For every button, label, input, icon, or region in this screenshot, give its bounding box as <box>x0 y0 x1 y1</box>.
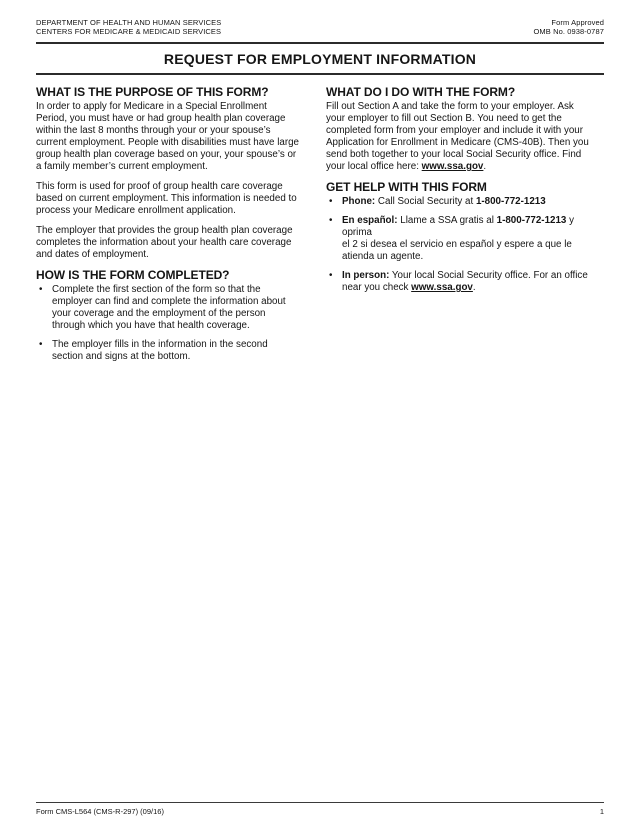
espanol-phone-number: 1-800-772-1213 <box>496 215 567 226</box>
in-person-text-after: . <box>472 282 476 293</box>
section-heading-purpose: WHAT IS THE PURPOSE OF THIS FORM? <box>36 85 269 99</box>
form-approved-text: Form Approved <box>551 18 604 27</box>
two-column-body <box>36 86 604 370</box>
omb-number: OMB No. 0938-0787 <box>533 27 604 36</box>
ssa-gov-link[interactable]: www.ssa.gov <box>411 282 473 293</box>
agency-block <box>36 18 221 36</box>
espanol-text-after: y oprima el 2 si desea el servicio en español y espere a que le atienda un agente. <box>342 215 574 262</box>
agency-line-1: DEPARTMENT OF HEALTH AND HUMAN SERVICES <box>36 18 222 27</box>
bullet-marker: • <box>39 284 43 295</box>
page-footer <box>36 802 604 817</box>
footer-divider <box>36 802 604 804</box>
left-column <box>36 86 314 370</box>
title-divider <box>36 73 604 75</box>
in-person-label: In person: <box>342 270 390 281</box>
form-title: REQUEST FOR EMPLOYMENT INFORMATION <box>163 51 477 67</box>
bullet-text-in-person <box>342 270 604 294</box>
bullet-marker: • <box>329 196 333 207</box>
bullet-item <box>36 339 314 363</box>
header-divider <box>36 42 604 44</box>
espanol-label: En español: <box>342 215 398 226</box>
phone-number: 1-800-772-1213 <box>475 196 546 207</box>
bullet-text-phone <box>342 196 604 208</box>
bullet-item <box>326 196 604 208</box>
footer-form-number: Form CMS-L564 (CMS-R-297) (09/16) <box>36 807 164 816</box>
page-number: 1 <box>599 807 604 816</box>
phone-text: Call Social Security at <box>375 196 476 207</box>
page-content <box>36 18 604 370</box>
bullet-text-employer-fills: The employer fills in the information in the second section and signs at the bottom. <box>52 339 268 362</box>
agency-line-2: CENTERS FOR MEDICARE & MEDICAID SERVICES <box>36 27 222 36</box>
approval-block <box>534 18 605 36</box>
what-do-paragraph <box>326 101 604 173</box>
what-do-text-after: . <box>483 161 487 172</box>
bullet-text-complete-first-section: Complete the first section of the form so that the employer can find and complete the information about your coverage and the employment of the person through which you have that health coverage. <box>52 284 286 331</box>
bullet-marker: • <box>39 339 43 350</box>
what-do-text: Fill out Section A and take the form to your employer. Ask your employer to fill out Section B. You need to get the completed form from your employer and include it with your Application for Enrollment in Medicare (CMS-40B). Then you send both together to your local Social Security office. Find your local office here: <box>326 101 589 172</box>
section-how-completed <box>36 269 314 363</box>
in-person-text: Your local Social Security office. For an office near you check <box>342 270 588 293</box>
purpose-paragraph-3: The employer that provides the group health plan coverage completes the information about your health care coverage and dates of employment. <box>36 225 293 260</box>
right-column <box>326 86 604 370</box>
section-heading-get-help: GET HELP WITH THIS FORM <box>326 180 487 194</box>
phone-label: Phone: <box>342 196 376 207</box>
section-purpose <box>36 86 314 261</box>
section-heading-how-completed: HOW IS THE FORM COMPLETED? <box>36 268 230 282</box>
bullet-marker: • <box>329 270 333 281</box>
section-what-do <box>326 86 604 173</box>
section-heading-what-do: WHAT DO I DO WITH THE FORM? <box>326 85 516 99</box>
bullet-item <box>326 215 604 263</box>
bullet-marker: • <box>329 215 333 226</box>
espanol-text-before: Llame a SSA gratis al <box>397 215 497 226</box>
purpose-paragraph-1: In order to apply for Medicare in a Special Enrollment Period, you must have or had group health plan coverage within the last 8 months through your or your spouse’s current employment. People with disabilities must have large group health plan coverage based on your, your spouse’s or a family member’s current employment. <box>36 101 300 172</box>
section-get-help <box>326 181 604 294</box>
purpose-paragraph-2: This form is used for proof of group health care coverage based on current employment. This information is needed to process your Medicare enrollment application. <box>36 181 297 216</box>
bullet-item <box>36 284 314 332</box>
page-header <box>36 18 604 36</box>
bullet-text-espanol <box>342 215 604 263</box>
ssa-gov-link[interactable]: www.ssa.gov <box>421 161 484 172</box>
bullet-item <box>326 270 604 294</box>
